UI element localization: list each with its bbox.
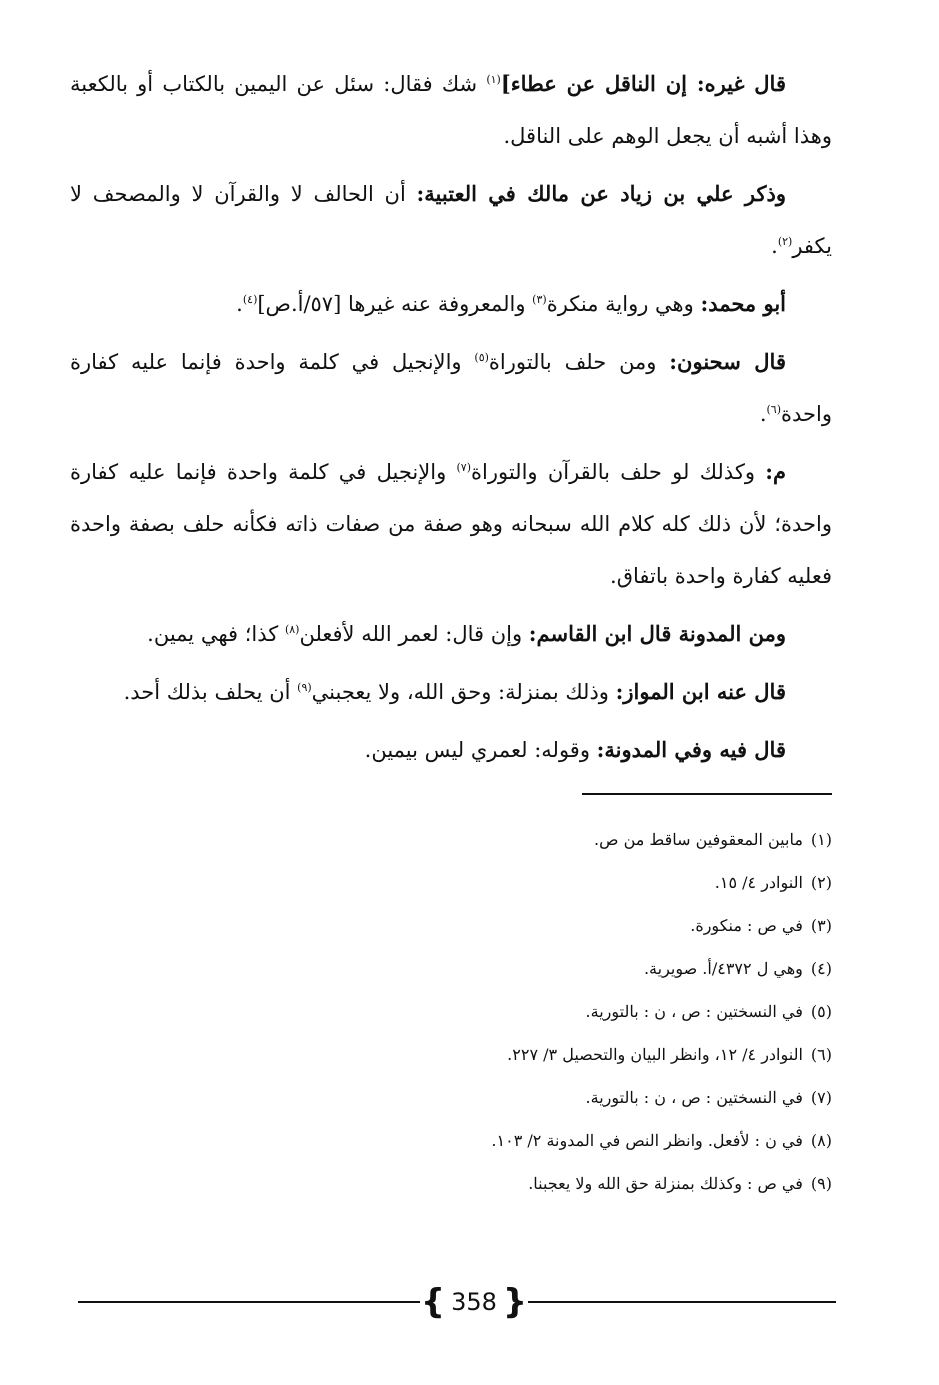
paragraph-text: أن يحلف بذلك أحد. <box>123 680 298 704</box>
paragraph-tail: . <box>771 234 778 258</box>
paragraph-lead: قال غيره: إن الناقل عن عطاء] <box>500 71 786 96</box>
paragraph-text: وهي رواية منكرة <box>546 292 701 316</box>
paragraph-lead: قال سحنون: <box>669 349 786 374</box>
footnote-number: (٥) <box>810 1002 832 1021</box>
footnote-number: (٧) <box>810 1088 832 1107</box>
footnote-ref[interactable]: (٦) <box>766 403 782 416</box>
paragraph-text: والمعروفة عنه غيرها [٥٧/أ.ص] <box>257 292 533 316</box>
footnote-divider <box>582 793 832 795</box>
footnote-number: (٢) <box>810 873 832 892</box>
footnote-text: في ص : وكذلك بمنزلة حق الله ولا يعجبنا. <box>528 1174 803 1193</box>
footnote <box>132 1033 832 1076</box>
footnote <box>132 861 832 904</box>
paragraph-tail: . <box>759 402 767 426</box>
footnote-text: وهي ل ٤٣٧٢/أ. صويرية. <box>643 959 803 978</box>
paragraph-6 <box>70 608 832 660</box>
footnote <box>132 990 832 1033</box>
page-number: 358 <box>451 1288 497 1316</box>
footnote-ref[interactable]: (٩) <box>297 681 312 694</box>
footnote-text: في ن : لأفعل. وانظر النص في المدونة ٢/ ١٠٣. <box>491 1131 803 1150</box>
footnote-number: (١) <box>810 830 832 849</box>
paragraph-5 <box>70 446 832 602</box>
close-brace: } <box>502 1282 528 1322</box>
footnote-ref[interactable]: (٢) <box>777 235 793 248</box>
footer-rule-right <box>528 1301 836 1303</box>
footnote-ref[interactable]: (٣) <box>532 293 547 306</box>
paragraph-text: أن الحالف لا والقرآن لا والمصحف لا يكفر <box>70 182 832 258</box>
footnote <box>132 1162 832 1205</box>
footnote-text: النوادر ٤/ ١٥. <box>714 873 803 892</box>
footnote <box>132 818 832 861</box>
footnote <box>132 1119 832 1162</box>
footnote <box>132 904 832 947</box>
footnotes <box>132 818 832 1205</box>
paragraph-tail: . <box>236 292 243 316</box>
footnote-text: في النسختين : ص ، ن : بالتورية. <box>585 1002 803 1021</box>
paragraph-lead: أبو محمد: <box>700 291 786 316</box>
footnote-text: في ص : منكورة. <box>690 916 803 935</box>
paragraph-lead: وذكر علي بن زياد عن مالك في العتبية: <box>416 181 786 206</box>
paragraph-text: وكذلك لو حلف بالقرآن والتوراة <box>471 460 766 484</box>
paragraph-7 <box>70 666 832 718</box>
paragraph-text: كذا؛ فهي يمين. <box>147 622 285 646</box>
footer-rule-left <box>78 1301 420 1303</box>
paragraph-3 <box>70 278 832 330</box>
paragraph-1 <box>70 58 832 162</box>
footnote-ref[interactable]: (٧) <box>456 461 472 474</box>
page-number-box <box>420 1280 528 1324</box>
paragraph-lead: قال عنه ابن المواز: <box>615 679 786 704</box>
footnote <box>132 1076 832 1119</box>
paragraph-lead: م: <box>765 459 787 484</box>
paragraph-lead: قال فيه وفي المدونة: <box>596 737 786 762</box>
footnote <box>132 947 832 990</box>
paragraph-lead: ومن المدونة قال ابن القاسم: <box>528 621 786 646</box>
paragraph-4 <box>70 336 832 440</box>
footnote-number: (٩) <box>810 1174 832 1193</box>
paragraph-2 <box>70 168 832 272</box>
paragraph-text: وإن قال: لعمر الله لأفعلن <box>299 622 529 646</box>
paragraph-text: والإنجيل في كلمة واحدة فإنما عليه كفارة واحدة؛ لأن ذلك كله كلام الله سبحانه وهو صفة من صفات ذاته فكأنه حلف بصفة واحدة فعليه كفارة واحدة باتفاق. <box>70 460 832 588</box>
open-brace: { <box>420 1282 446 1322</box>
footnote-number: (٤) <box>810 959 832 978</box>
footnote-ref[interactable]: (٥) <box>474 351 489 364</box>
footnote-text: مابين المعقوفين ساقط من ص. <box>594 830 803 849</box>
footnote-number: (٣) <box>810 916 832 935</box>
footnote-text: في النسختين : ص ، ن : بالتورية. <box>585 1088 803 1107</box>
footnote-ref[interactable]: (١) <box>486 73 501 86</box>
paragraph-8 <box>70 724 832 776</box>
footnote-text: النوادر ٤/ ١٢، وانظر البيان والتحصيل ٣/ ٢٢٧. <box>507 1045 803 1064</box>
paragraph-text: والإنجيل في كلمة واحدة فإنما عليه كفارة واحدة <box>70 350 832 426</box>
paragraph-text: ومن حلف بالتوراة <box>488 350 670 374</box>
main-text <box>70 58 832 782</box>
footnote-number: (٦) <box>810 1045 832 1064</box>
paragraph-text: وذلك بمنزلة: وحق الله، ولا يعجبني <box>311 680 616 704</box>
paragraph-text: وقوله: لعمري ليس بيمين. <box>364 738 597 762</box>
footnote-ref[interactable]: (٤) <box>242 293 258 306</box>
paragraph-text: شك فقال: سئل عن اليمين بالكتاب أو بالكعبة وهذا أشبه أن يجعل الوهم على الناقل. <box>70 72 832 148</box>
footnote-number: (٨) <box>810 1131 832 1150</box>
footnote-ref[interactable]: (٨) <box>284 623 300 636</box>
